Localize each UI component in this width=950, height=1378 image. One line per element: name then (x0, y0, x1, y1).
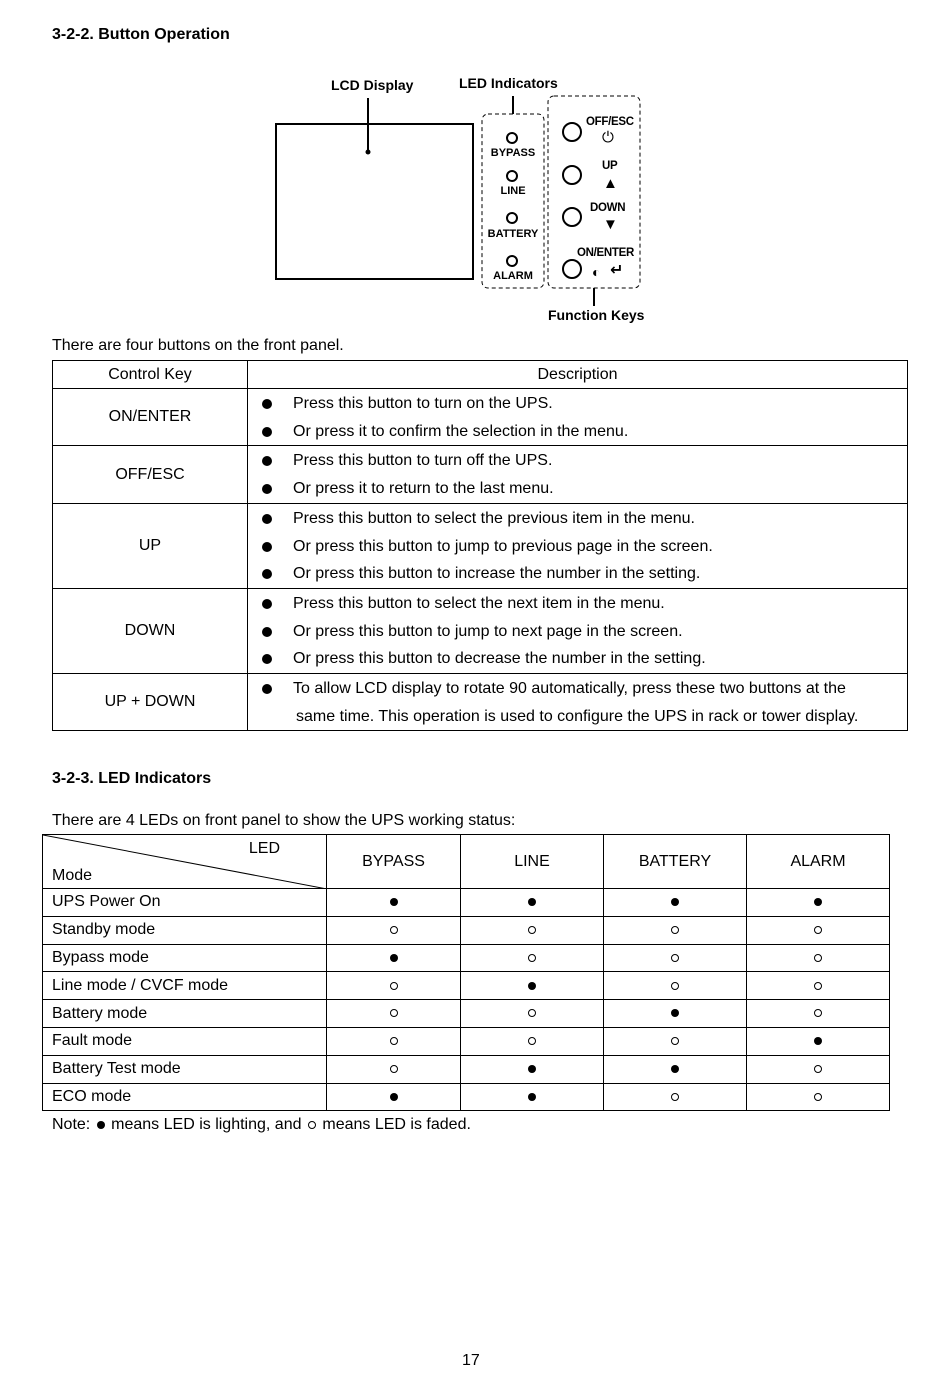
control-key-cell: DOWN (53, 588, 248, 673)
alarm-led-label: ALARM (493, 270, 533, 282)
led-state-cell (461, 944, 604, 972)
list-item: Or press this button to jump to previous page in the screen. (248, 533, 907, 561)
on-enter-key-label: ON/ENTER (577, 247, 635, 259)
led-state-cell (327, 944, 461, 972)
led-state-cell (747, 1000, 890, 1028)
lcd-box (276, 124, 473, 279)
triangle-down-icon: ▼ (603, 216, 618, 233)
note-middle: means LED is lighting, and (111, 1116, 302, 1133)
table-row (43, 1083, 890, 1111)
corner-mode-label: Mode (52, 867, 93, 884)
led-off-icon (814, 1093, 822, 1101)
column-header-line: LINE (461, 835, 604, 889)
led-off-icon (390, 982, 398, 990)
led-state-cell (604, 1000, 747, 1028)
mode-cell: Line mode / CVCF mode (43, 972, 327, 1000)
list-item: Or press this button to jump to next page in the screen. (248, 618, 907, 646)
control-key-table (52, 360, 908, 731)
down-key-label: DOWN (590, 202, 626, 214)
bypass-led-label: BYPASS (490, 147, 536, 159)
led-off-icon (390, 1037, 398, 1045)
control-key-cell: UP (53, 503, 248, 588)
table-header-row (43, 835, 890, 889)
note-suffix: means LED is faded. (322, 1116, 471, 1133)
on-enter-button-icon (562, 259, 582, 279)
column-header-bypass: BYPASS (327, 835, 461, 889)
led-state-cell (604, 916, 747, 944)
list-item: Or press this button to increase the number in the setting. (248, 560, 907, 588)
led-state-cell (461, 972, 604, 1000)
table-header-row (53, 361, 908, 389)
alarm-led-icon (506, 255, 518, 267)
led-on-icon (671, 1009, 679, 1017)
table-row (43, 1027, 890, 1055)
description-cell (248, 588, 908, 673)
led-state-cell (327, 1027, 461, 1055)
description-cell (248, 674, 908, 731)
led-legend-note (52, 1116, 471, 1134)
led-off-icon (390, 1009, 398, 1017)
table-row (53, 446, 908, 503)
led-on-icon (528, 1065, 536, 1073)
list-item: Or press this button to decrease the number in the setting. (248, 645, 907, 673)
line-led-icon (506, 170, 518, 182)
list-item: Press this button to turn on the UPS. (248, 390, 907, 418)
table-row (53, 674, 908, 731)
lcd-display-label: LCD Display (331, 77, 414, 93)
list-item: Or press it to confirm the selection in the menu. (248, 418, 907, 446)
led-state-cell (747, 1055, 890, 1083)
enter-arrow-icon: ↵ (610, 262, 624, 279)
corner-led-label: LED (248, 840, 280, 857)
off-esc-button-icon (562, 122, 582, 142)
led-state-cell (604, 889, 747, 917)
led-off-icon (814, 926, 822, 934)
led-off-icon (814, 1009, 822, 1017)
led-state-cell (604, 972, 747, 1000)
mode-cell: Battery Test mode (43, 1055, 327, 1083)
table-row (53, 588, 908, 673)
led-state-cell (461, 1027, 604, 1055)
led-state-cell (327, 916, 461, 944)
description-cell (248, 503, 908, 588)
battery-led-icon (506, 212, 518, 224)
bypass-led-icon (506, 132, 518, 144)
control-key-cell: UP + DOWN (53, 674, 248, 731)
led-state-cell (604, 1055, 747, 1083)
column-header-alarm: ALARM (747, 835, 890, 889)
list-item-continuation: same time. This operation is used to configure the UPS in rack or tower display. (296, 707, 859, 725)
led-on-icon (390, 898, 398, 906)
led-on-icon (528, 1093, 536, 1101)
description-cell (248, 446, 908, 503)
led-on-icon (390, 954, 398, 962)
led-state-cell (747, 972, 890, 1000)
led-state-cell (747, 916, 890, 944)
description-cell (248, 389, 908, 446)
led-on-icon (814, 898, 822, 906)
control-key-header: Control Key (53, 361, 248, 389)
led-state-cell (461, 1083, 604, 1111)
description-header: Description (248, 361, 908, 389)
led-off-icon (671, 1093, 679, 1101)
led-state-cell (604, 1027, 747, 1055)
led-state-cell (327, 1055, 461, 1083)
list-item: Or press it to return to the last menu. (248, 475, 907, 503)
led-off-icon (814, 954, 822, 962)
diagram-lines (250, 70, 680, 330)
table-row (43, 889, 890, 917)
control-key-cell: OFF/ESC (53, 446, 248, 503)
table-row (43, 972, 890, 1000)
led-state-cell (461, 1000, 604, 1028)
led-status-table (42, 834, 890, 1111)
triangle-up-icon: ▲ (603, 175, 618, 192)
led-on-icon (814, 1037, 822, 1045)
page-number: 17 (462, 1352, 480, 1369)
led-on-icon (671, 898, 679, 906)
mode-cell: ECO mode (43, 1083, 327, 1111)
table-row (43, 916, 890, 944)
line-led-label: LINE (500, 185, 526, 197)
table-row (53, 389, 908, 446)
led-off-icon (528, 1037, 536, 1045)
section-heading-button-operation: 3-2-2. Button Operation (52, 26, 230, 43)
mode-cell: Standby mode (43, 916, 327, 944)
led-off-icon (528, 1009, 536, 1017)
leds-intro-text: There are 4 LEDs on front panel to show the UPS working status: (52, 812, 516, 829)
battery-led-label: BATTERY (487, 228, 539, 240)
led-off-icon (528, 954, 536, 962)
led-on-icon (390, 1093, 398, 1101)
led-off-icon (671, 954, 679, 962)
led-on-icon (528, 898, 536, 906)
led-off-icon (390, 926, 398, 934)
off-esc-key-label: OFF/ESC (586, 116, 634, 128)
list-item: Press this button to select the previous item in the menu. (248, 505, 907, 533)
table-row (43, 944, 890, 972)
led-state-cell (747, 1027, 890, 1055)
led-off-icon (814, 982, 822, 990)
led-indicators-label: LED Indicators (459, 75, 558, 91)
function-keys-label: Function Keys (548, 307, 645, 323)
mode-cell: Fault mode (43, 1027, 327, 1055)
section-heading-led-indicators: 3-2-3. LED Indicators (52, 770, 212, 787)
led-off-icon (390, 1065, 398, 1073)
led-state-cell (327, 1083, 461, 1111)
table-row (43, 1000, 890, 1028)
led-state-cell (461, 916, 604, 944)
down-button-icon (562, 207, 582, 227)
led-off-icon (671, 926, 679, 934)
corner-header-cell (43, 835, 327, 889)
led-on-icon (671, 1065, 679, 1073)
led-off-icon (814, 1065, 822, 1073)
table-row (43, 1055, 890, 1083)
control-key-cell: ON/ENTER (53, 389, 248, 446)
led-off-icon (671, 1037, 679, 1045)
led-state-cell (461, 1055, 604, 1083)
led-state-cell (327, 972, 461, 1000)
front-panel-diagram (250, 70, 680, 330)
note-prefix: Note: (52, 1116, 91, 1133)
list-item: Press this button to turn off the UPS. (248, 447, 907, 475)
led-state-cell (327, 889, 461, 917)
column-header-battery: BATTERY (604, 835, 747, 889)
table-row (53, 503, 908, 588)
up-key-label: UP (602, 160, 618, 172)
mode-cell: UPS Power On (43, 889, 327, 917)
led-state-cell (461, 889, 604, 917)
led-off-icon (528, 926, 536, 934)
led-off-icon (671, 982, 679, 990)
led-state-cell (604, 1083, 747, 1111)
mode-cell: Bypass mode (43, 944, 327, 972)
list-item: To allow LCD display to rotate 90 automatically, press these two buttons at the (248, 675, 907, 703)
up-button-icon (562, 165, 582, 185)
buttons-intro-text: There are four buttons on the front panel. (52, 337, 344, 354)
power-icon: ⏻ (602, 129, 614, 146)
mode-cell: Battery mode (43, 1000, 327, 1028)
filled-dot-icon (97, 1121, 105, 1129)
led-state-cell (747, 1083, 890, 1111)
list-item: Press this button to select the next item in the menu. (248, 590, 907, 618)
led-state-cell (747, 889, 890, 917)
power-on-icon: ◐ (592, 264, 601, 280)
led-state-cell (604, 944, 747, 972)
hollow-dot-icon (308, 1121, 316, 1129)
led-state-cell (747, 944, 890, 972)
led-state-cell (327, 1000, 461, 1028)
led-on-icon (528, 982, 536, 990)
